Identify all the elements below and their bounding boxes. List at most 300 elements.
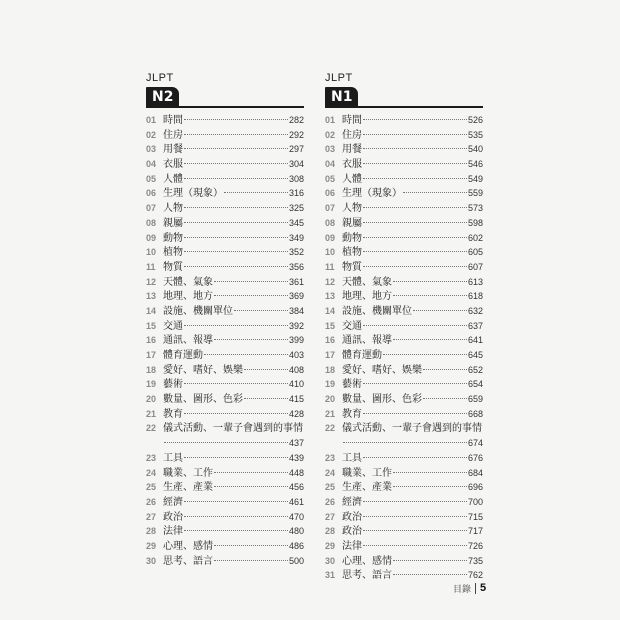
entry-page-number: 607	[467, 261, 483, 272]
entry-number: 13	[325, 291, 336, 302]
toc-entry	[146, 407, 304, 422]
entry-title: 經濟	[163, 496, 183, 508]
entry-number: 22	[325, 423, 336, 434]
entry-number: 20	[146, 394, 157, 405]
level-header	[325, 86, 483, 108]
dot-leader	[184, 178, 288, 179]
level-header	[146, 86, 304, 108]
toc-entry	[146, 172, 304, 187]
entry-page-number: 598	[467, 217, 483, 228]
entry-number: 01	[325, 115, 336, 125]
entry-page-number: 717	[467, 526, 483, 537]
entry-number: 24	[325, 467, 336, 478]
level-badge: N2	[146, 87, 179, 107]
entry-title: 時間	[342, 115, 362, 126]
entry-title: 心理、感情	[163, 540, 213, 552]
entry-title: 親屬	[342, 217, 362, 229]
entry-page-number: 325	[288, 203, 304, 214]
toc-entry	[146, 216, 304, 231]
toc-entry	[325, 407, 483, 422]
entry-page-number: 684	[467, 467, 483, 478]
entry-number: 30	[325, 555, 336, 566]
entry-title: 交通	[163, 320, 183, 332]
entry-number: 17	[325, 350, 336, 360]
dot-leader	[214, 545, 288, 546]
entry-page-number: 652	[467, 364, 483, 375]
dot-leader	[184, 134, 288, 135]
entry-title: 用餐	[342, 144, 362, 156]
toc-entry	[146, 524, 304, 539]
dot-leader	[393, 486, 467, 487]
entry-number: 23	[325, 452, 336, 463]
entry-title: 物質	[163, 261, 183, 273]
entry-title: 體育運動	[342, 350, 382, 361]
dot-leader	[393, 574, 467, 575]
entry-number: 11	[325, 261, 335, 272]
entry-number: 07	[146, 203, 157, 214]
dot-leader	[184, 163, 288, 164]
entry-number: 24	[146, 467, 157, 478]
toc-entry	[146, 510, 304, 525]
entry-number: 09	[325, 232, 336, 243]
toc-entry	[146, 245, 304, 260]
entry-title: 地理、地方	[342, 291, 392, 303]
level-badge: N1	[325, 87, 358, 107]
toc-entry	[325, 289, 483, 304]
toc-entry	[325, 260, 483, 275]
dot-leader	[363, 501, 467, 502]
entry-number: 14	[146, 305, 157, 316]
entry-title: 工具	[163, 452, 183, 464]
page-footer	[453, 581, 486, 595]
dot-leader	[413, 310, 467, 311]
dot-leader	[363, 237, 467, 238]
entry-number: 05	[325, 173, 336, 184]
entry-page-number: 399	[288, 335, 304, 346]
toc-entry	[146, 377, 304, 392]
entry-page-number: 461	[288, 496, 304, 507]
dot-leader	[184, 266, 288, 267]
dot-leader	[184, 222, 288, 223]
entry-page-number: 637	[467, 320, 483, 331]
toc-entry	[146, 363, 304, 378]
toc-entry	[325, 524, 483, 539]
entry-page-number: 645	[467, 350, 483, 360]
dot-leader	[363, 163, 467, 164]
dot-leader	[184, 501, 288, 502]
entry-page-number: 535	[467, 129, 483, 140]
dot-leader	[363, 134, 467, 135]
entry-page-number: 428	[288, 408, 304, 419]
entry-title: 心理、感情	[342, 555, 392, 567]
entry-number: 26	[146, 496, 157, 507]
toc-entry	[146, 319, 304, 334]
entry-title: 法律	[342, 540, 362, 552]
entry-title: 政治	[342, 511, 362, 523]
entry-number: 04	[325, 159, 336, 170]
entry-title: 儀式活動、一輩子會遇到的事情	[163, 423, 303, 435]
entry-title: 生產、產業	[342, 482, 392, 494]
toc-entry	[325, 231, 483, 246]
entry-page-number: 292	[288, 129, 304, 140]
toc-entry	[146, 554, 304, 569]
entry-number: 28	[325, 526, 336, 537]
entry-title: 動物	[163, 232, 183, 244]
toc-list	[146, 113, 304, 568]
entry-number: 12	[325, 276, 336, 287]
entry-number: 25	[325, 482, 336, 493]
dot-leader	[393, 281, 467, 282]
entry-page-number: 480	[288, 526, 304, 537]
entry-number: 27	[325, 511, 336, 522]
toc-entry	[146, 495, 304, 510]
entry-title: 政治	[342, 526, 362, 538]
entry-page-number: 304	[288, 159, 304, 170]
entry-number: 29	[146, 540, 157, 551]
entry-title: 體育運動	[163, 350, 203, 361]
entry-title: 法律	[163, 526, 183, 538]
entry-number: 21	[325, 408, 336, 419]
entry-page-number: 356	[288, 261, 304, 272]
toc-entry	[146, 451, 304, 466]
entry-number: 02	[325, 129, 336, 140]
entry-number: 10	[146, 247, 157, 258]
entry-title: 教育	[342, 408, 362, 420]
entry-page-number: 659	[467, 394, 483, 405]
entry-number: 25	[146, 482, 157, 493]
entry-page-number: 345	[288, 217, 304, 228]
entry-number: 13	[146, 291, 157, 302]
level-underline	[325, 106, 483, 108]
entry-title: 天體、氣象	[163, 276, 213, 288]
entry-page-number: 486	[288, 540, 304, 551]
footer-divider	[475, 583, 476, 594]
dot-leader	[343, 442, 467, 443]
entry-number: 26	[325, 496, 336, 507]
toc-entry	[325, 333, 483, 348]
entry-page-number: 439	[288, 452, 304, 463]
entry-number: 08	[146, 217, 157, 228]
toc-entry	[325, 172, 483, 187]
entry-page-number: 282	[288, 115, 304, 125]
entry-title: 愛好、嗜好、娛樂	[163, 364, 243, 376]
entry-number: 06	[146, 188, 157, 199]
entry-title: 天體、氣象	[342, 276, 392, 288]
entry-title: 藝術	[163, 379, 183, 391]
entry-number: 09	[146, 232, 157, 243]
entry-number: 17	[146, 350, 157, 360]
toc-entry	[325, 436, 483, 451]
toc-entry	[146, 128, 304, 143]
dot-leader	[184, 457, 288, 458]
entry-number: 05	[146, 173, 157, 184]
toc-entry	[325, 113, 483, 128]
toc-entry	[325, 348, 483, 363]
entry-page-number: 715	[467, 511, 483, 522]
dot-leader	[363, 119, 467, 120]
entry-page-number: 654	[467, 379, 483, 390]
dot-leader	[214, 560, 288, 561]
entry-number: 31	[325, 570, 336, 581]
entry-page-number: 403	[288, 350, 304, 360]
entry-page-number: 602	[467, 232, 483, 243]
entry-number: 20	[325, 394, 336, 405]
toc-entry	[325, 495, 483, 510]
toc-entry	[146, 436, 304, 451]
dot-leader	[244, 369, 288, 370]
entry-number: 21	[146, 408, 157, 419]
dot-leader	[184, 237, 288, 238]
entry-number: 03	[325, 144, 336, 155]
entry-number: 14	[325, 305, 336, 316]
entry-number: 12	[146, 276, 157, 287]
entry-page-number: 762	[467, 570, 483, 581]
entry-page-number: 696	[467, 482, 483, 493]
entry-page-number: 470	[288, 511, 304, 522]
dot-leader	[403, 192, 467, 193]
entry-title: 數量、圖形、色彩	[342, 394, 422, 406]
toc-entry	[325, 466, 483, 481]
dot-leader	[234, 310, 288, 311]
dot-leader	[423, 398, 467, 399]
entry-page-number: 540	[467, 144, 483, 155]
dot-leader	[393, 472, 467, 473]
toc-entry	[146, 260, 304, 275]
entry-page-number: 674	[467, 438, 483, 449]
entry-page-number: 726	[467, 540, 483, 551]
entry-number: 11	[146, 261, 156, 272]
toc-entry	[146, 348, 304, 363]
toc-list	[325, 113, 483, 583]
entry-title: 生理（現象）	[342, 188, 402, 200]
entry-page-number: 641	[467, 335, 483, 346]
entry-number: 16	[146, 335, 157, 346]
entry-title: 植物	[163, 247, 183, 259]
toc-entry	[325, 510, 483, 525]
entry-page-number: 415	[288, 394, 304, 405]
entry-number: 06	[325, 188, 336, 199]
entry-title: 時間	[163, 115, 183, 126]
toc-entry	[146, 157, 304, 172]
dot-leader	[363, 545, 467, 546]
entry-number: 27	[146, 511, 157, 522]
entry-title: 生理（現象）	[163, 188, 223, 200]
toc-entry	[325, 554, 483, 569]
dot-leader	[204, 354, 288, 355]
entry-number: 15	[325, 320, 336, 331]
entry-page-number: 361	[288, 276, 304, 287]
entry-page-number: 408	[288, 364, 304, 375]
toc-entry	[325, 421, 483, 436]
dot-leader	[244, 398, 288, 399]
jlpt-label: JLPT	[325, 72, 353, 84]
entry-title: 職業、工作	[342, 467, 392, 479]
toc-entry	[325, 319, 483, 334]
level-underline	[146, 106, 304, 108]
toc-entry	[325, 451, 483, 466]
entry-number: 01	[146, 115, 157, 125]
entry-page-number: 676	[467, 452, 483, 463]
toc-entry	[146, 113, 304, 128]
dot-leader	[184, 530, 288, 531]
dot-leader	[224, 192, 288, 193]
dot-leader	[214, 339, 288, 340]
toc-entry	[325, 142, 483, 157]
entry-title: 愛好、嗜好、娛樂	[342, 364, 422, 376]
dot-leader	[184, 516, 288, 517]
entry-number: 22	[146, 423, 157, 434]
entry-page-number: 437	[288, 438, 304, 449]
entry-page-number: 632	[467, 305, 483, 316]
dot-leader	[383, 354, 467, 355]
entry-title: 設施、機關單位	[342, 305, 412, 317]
toc-entry	[325, 201, 483, 216]
entry-page-number: 700	[467, 496, 483, 507]
entry-title: 教育	[163, 408, 183, 420]
entry-title: 通訊、報導	[342, 335, 392, 347]
toc-entry	[325, 186, 483, 201]
entry-title: 職業、工作	[163, 467, 213, 479]
dot-leader	[184, 383, 288, 384]
toc-entry	[146, 421, 304, 436]
entry-page-number: 392	[288, 320, 304, 331]
entry-page-number: 549	[467, 173, 483, 184]
entry-title: 經濟	[342, 496, 362, 508]
entry-title: 儀式活動、一輩子會遇到的事情	[342, 423, 482, 435]
entry-number: 28	[146, 526, 157, 537]
toc-entry	[146, 539, 304, 554]
entry-title: 親屬	[163, 217, 183, 229]
entry-title: 工具	[342, 452, 362, 464]
toc-entry	[325, 392, 483, 407]
entry-number: 03	[146, 144, 157, 155]
entry-title: 衣服	[163, 159, 183, 171]
toc-entry	[146, 231, 304, 246]
entry-page-number: 559	[467, 188, 483, 199]
dot-leader	[214, 472, 288, 473]
entry-title: 人物	[163, 203, 183, 215]
dot-leader	[363, 222, 467, 223]
toc-entry	[146, 466, 304, 481]
entry-page-number: 456	[288, 482, 304, 493]
dot-leader	[393, 339, 467, 340]
dot-leader	[214, 281, 288, 282]
entry-number: 02	[146, 129, 157, 140]
entry-number: 19	[146, 379, 157, 390]
dot-leader	[184, 207, 288, 208]
dot-leader	[184, 119, 288, 120]
entry-title: 物質	[342, 261, 362, 273]
toc-entry	[325, 304, 483, 319]
entry-page-number: 308	[288, 173, 304, 184]
dot-leader	[363, 266, 467, 267]
entry-number: 30	[146, 555, 157, 566]
toc-entry	[146, 142, 304, 157]
entry-number: 23	[146, 452, 157, 463]
dot-leader	[363, 457, 467, 458]
toc-entry	[325, 128, 483, 143]
toc-entry	[325, 216, 483, 231]
entry-title: 人體	[342, 173, 362, 185]
dot-leader	[363, 530, 467, 531]
toc-entry	[146, 333, 304, 348]
entry-page-number: 735	[467, 555, 483, 566]
jlpt-label: JLPT	[146, 72, 174, 84]
entry-title: 地理、地方	[163, 291, 213, 303]
entry-page-number: 605	[467, 247, 483, 258]
footer-page-number: 5	[480, 582, 487, 594]
toc-entry	[325, 245, 483, 260]
toc-entry	[325, 480, 483, 495]
entry-title: 設施、機關單位	[163, 305, 233, 317]
toc-column-n2	[146, 72, 304, 568]
entry-page-number: 546	[467, 159, 483, 170]
entry-title: 交通	[342, 320, 362, 332]
dot-leader	[363, 251, 467, 252]
entry-title: 人物	[342, 203, 362, 215]
dot-leader	[184, 325, 288, 326]
dot-leader	[184, 251, 288, 252]
entry-title: 用餐	[163, 144, 183, 156]
toc-entry	[146, 186, 304, 201]
entry-title: 政治	[163, 511, 183, 523]
entry-title: 植物	[342, 247, 362, 259]
dot-leader	[363, 383, 467, 384]
entry-title: 通訊、報導	[163, 335, 213, 347]
entry-number: 07	[325, 203, 336, 214]
entry-title: 藝術	[342, 379, 362, 391]
toc-entry	[146, 201, 304, 216]
dot-leader	[363, 148, 467, 149]
dot-leader	[184, 413, 288, 414]
entry-number: 16	[325, 335, 336, 346]
entry-title: 衣服	[342, 159, 362, 171]
toc-entry	[146, 275, 304, 290]
dot-leader	[393, 560, 467, 561]
entry-title: 動物	[342, 232, 362, 244]
entry-page-number: 316	[288, 188, 304, 199]
entry-page-number: 448	[288, 467, 304, 478]
entry-number: 29	[325, 540, 336, 551]
entry-page-number: 369	[288, 291, 304, 302]
toc-entry	[325, 157, 483, 172]
entry-page-number: 384	[288, 305, 304, 316]
toc-entry	[146, 392, 304, 407]
toc-entry	[325, 363, 483, 378]
entry-page-number: 349	[288, 232, 304, 243]
entry-number: 10	[325, 247, 336, 258]
dot-leader	[363, 516, 467, 517]
entry-title: 住房	[163, 129, 183, 141]
dot-leader	[214, 486, 288, 487]
entry-title: 生產、產業	[163, 482, 213, 494]
entry-number: 18	[146, 364, 157, 375]
entry-page-number: 500	[288, 555, 304, 566]
dot-leader	[363, 325, 467, 326]
toc-entry	[325, 539, 483, 554]
entry-page-number: 613	[467, 276, 483, 287]
dot-leader	[214, 295, 288, 296]
entry-number: 19	[325, 379, 336, 390]
entry-page-number: 526	[467, 115, 483, 125]
entry-number: 08	[325, 217, 336, 228]
toc-entry	[325, 377, 483, 392]
entry-page-number: 352	[288, 247, 304, 258]
entry-page-number: 618	[467, 291, 483, 302]
entry-title: 人體	[163, 173, 183, 185]
entry-page-number: 410	[288, 379, 304, 390]
toc-entry	[325, 275, 483, 290]
